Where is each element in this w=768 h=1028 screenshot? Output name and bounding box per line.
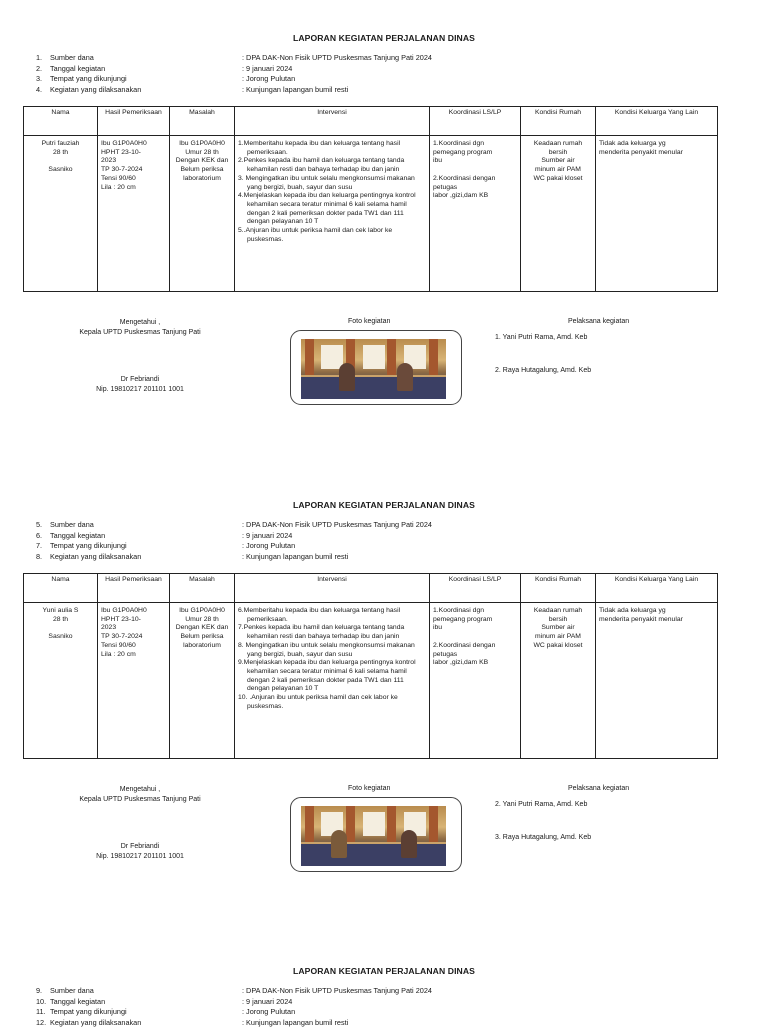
info-row xyxy=(36,85,536,96)
cell-koordinasi: 1.Koordinasi dgn pemegang program ibu 2.Koordinasi dengan petugas labor ,gizi,dam KB xyxy=(430,603,521,759)
cell-masalah: Ibu G1P0A0H0 Umur 28 th Dengan KEK dan Belum periksa laboratorium xyxy=(170,603,235,759)
cell-hasil: Ibu G1P0A0H0 HPHT 23-10- 2023 TP 30-7-2024 Tensi 90/60 Lila : 20 cm xyxy=(98,136,170,292)
cell-hasil: Ibu G1P0A0H0 HPHT 23-10- 2023 TP 30-7-2024 Tensi 90/60 Lila : 20 cm xyxy=(98,603,170,759)
info-value: : Jorong Pulutan xyxy=(242,1007,295,1018)
cell-kondisi-keluarga: Tidak ada keluarga yg menderita penyakit menular xyxy=(596,136,718,292)
activity-photo xyxy=(301,806,446,866)
mengetahui-label: Mengetahui , xyxy=(60,318,220,328)
intervention-item: 9.Menjelaskan kepada ibu dan keluarga pentingnya kontrol kehamilan secara teratur minimal 6 kali selama hamil dengan 2 kali pemeriksan dokter pada TW1 dan 111 dengan pelayanan 10 T xyxy=(238,659,426,694)
intervention-item: 8. Mengingatkan ibu untuk selalu mengkonsumsi makanan yang bergizi, buah, sayur dan susu xyxy=(238,642,426,659)
intervention-item: 2.Penkes kepada ibu hamil dan keluarga tentang tanda kehamilan resti dan bahaya terhadap ibu dan janin xyxy=(238,157,426,174)
info-value: : Jorong Pulutan xyxy=(242,74,295,85)
col-header-koordinasi: Koordinasi LS/LP xyxy=(430,107,521,136)
info-value: : Kunjungan lapangan bumil resti xyxy=(242,85,348,96)
cell-masalah: Ibu G1P0A0H0 Umur 28 th Dengan KEK dan Belum periksa laboratorium xyxy=(170,136,235,292)
info-value: : 9 januari 2024 xyxy=(242,997,292,1008)
doctor-name: Dr Febriandi xyxy=(60,375,220,385)
intervention-item: 7.Penkes kepada ibu hamil dan keluarga tentang tanda kehamilan resti dan bahaya terhadap ibu dan janin xyxy=(238,624,426,641)
visit-table xyxy=(23,106,718,292)
activity-photo-frame xyxy=(290,330,462,405)
activity-photo-frame xyxy=(290,797,462,872)
info-label: Tanggal kegiatan xyxy=(50,64,105,75)
info-label: Tanggal kegiatan xyxy=(50,531,105,542)
doctor-name: Dr Febriandi xyxy=(60,842,220,852)
report-title: LAPORAN KEGIATAN PERJALANAN DINAS xyxy=(0,33,768,43)
pelaksana-1: 1. Yani Putri Rama, Amd. Keb xyxy=(495,333,715,343)
approval-block xyxy=(60,785,220,861)
col-header-hasil: Hasil Pemeriksaan xyxy=(98,107,170,136)
kepala-label: Kepala UPTD Puskesmas Tanjung Pati xyxy=(60,795,220,805)
info-value: : DPA DAK-Non Fisik UPTD Puskesmas Tanjung Pati 2024 xyxy=(242,53,432,64)
info-num: 7. xyxy=(36,541,50,552)
info-row xyxy=(36,64,536,75)
col-header-kondisi-rumah: Kondisi Rumah xyxy=(521,107,596,136)
col-header-nama: Nama xyxy=(24,107,98,136)
info-row xyxy=(36,1018,536,1028)
pelaksana-block xyxy=(495,784,715,843)
col-header-kondisi-keluarga: Kondisi Keluarga Yang Lain xyxy=(596,107,718,136)
info-num: 5. xyxy=(36,520,50,531)
info-num: 9. xyxy=(36,986,50,997)
table-header-row xyxy=(24,107,718,136)
info-row xyxy=(36,552,536,563)
intervention-item: 4.Menjelaskan kepada ibu dan keluarga pentingnya kontrol kehamilan secara teratur minimal 6 kali selama hamil dengan 2 kali pemeriksan dokter pada TW1 dan 111 dengan pelayanan 10 T xyxy=(238,192,426,227)
cell-kondisi-rumah: Keadaan rumah bersih Sumber air minum air PAM WC pakai kloset xyxy=(521,603,596,759)
col-header-hasil: Hasil Pemeriksaan xyxy=(98,574,170,603)
col-header-masalah: Masalah xyxy=(170,574,235,603)
cell-koordinasi: 1.Koordinasi dgn pemegang program ibu 2.Koordinasi dengan petugas labor ,gizi,dam KB xyxy=(430,136,521,292)
report-title: LAPORAN KEGIATAN PERJALANAN DINAS xyxy=(0,500,768,510)
intervention-item: 10. .Anjuran ibu untuk periksa hamil dan cek labor ke puskesmas. xyxy=(238,694,426,711)
info-label: Sumber dana xyxy=(50,986,94,997)
info-label: Kegiatan yang dilaksanakan xyxy=(50,552,141,563)
photo-caption: Foto kegiatan xyxy=(348,784,390,794)
cell-intervensi xyxy=(235,136,430,292)
pelaksana-1: 2. Yani Putri Rama, Amd. Keb xyxy=(495,800,715,810)
pelaksana-2: 2. Raya Hutagalung, Amd. Keb xyxy=(495,366,715,376)
doctor-nip: Nip. 19810217 201101 1001 xyxy=(60,852,220,862)
visit-table xyxy=(23,573,718,759)
table-header-row xyxy=(24,574,718,603)
info-num: 6. xyxy=(36,531,50,542)
approval-block xyxy=(60,318,220,394)
info-value: : Jorong Pulutan xyxy=(242,541,295,552)
info-value: : DPA DAK-Non Fisik UPTD Puskesmas Tanjung Pati 2024 xyxy=(242,986,432,997)
table-row xyxy=(24,136,718,292)
intervention-item: 6.Memberitahu kepada ibu dan keluarga tentang hasil pemeriksaan. xyxy=(238,607,426,624)
cell-kondisi-rumah: Keadaan rumah bersih Sumber air minum air PAM WC pakai kloset xyxy=(521,136,596,292)
mengetahui-label: Mengetahui , xyxy=(60,785,220,795)
cell-nama: Yuni aulia S 28 th Sasniko xyxy=(24,603,98,759)
col-header-intervensi: Intervensi xyxy=(235,574,430,603)
intervention-item: 5..Anjuran ibu untuk periksa hamil dan cek labor ke puskesmas. xyxy=(238,227,426,244)
info-num: 1. xyxy=(36,53,50,64)
col-header-masalah: Masalah xyxy=(170,107,235,136)
info-row xyxy=(36,997,536,1008)
cell-intervensi xyxy=(235,603,430,759)
report-info xyxy=(36,53,536,95)
pelaksana-label: Pelaksana kegiatan xyxy=(495,784,715,794)
info-value: : 9 januari 2024 xyxy=(242,531,292,542)
col-header-nama: Nama xyxy=(24,574,98,603)
info-num: 3. xyxy=(36,74,50,85)
cell-nama: Putri fauziah 28 th Sasniko xyxy=(24,136,98,292)
info-label: Tanggal kegiatan xyxy=(50,997,105,1008)
info-num: 12. xyxy=(36,1018,50,1028)
info-num: 2. xyxy=(36,64,50,75)
info-row xyxy=(36,531,536,542)
report-info xyxy=(36,986,536,1028)
activity-photo xyxy=(301,339,446,399)
info-row xyxy=(36,1007,536,1018)
report-title: LAPORAN KEGIATAN PERJALANAN DINAS xyxy=(0,966,768,976)
pelaksana-block xyxy=(495,317,715,376)
info-value: : Kunjungan lapangan bumil resti xyxy=(242,1018,348,1028)
photo-caption: Foto kegiatan xyxy=(348,317,390,327)
info-label: Tempat yang dikunjungi xyxy=(50,541,127,552)
info-label: Tempat yang dikunjungi xyxy=(50,74,127,85)
info-num: 10. xyxy=(36,997,50,1008)
pelaksana-label: Pelaksana kegiatan xyxy=(495,317,715,327)
info-label: Kegiatan yang dilaksanakan xyxy=(50,1018,141,1028)
info-label: Sumber dana xyxy=(50,520,94,531)
col-header-kondisi-rumah: Kondisi Rumah xyxy=(521,574,596,603)
info-value: : DPA DAK-Non Fisik UPTD Puskesmas Tanjung Pati 2024 xyxy=(242,520,432,531)
info-value: : Kunjungan lapangan bumil resti xyxy=(242,552,348,563)
info-label: Kegiatan yang dilaksanakan xyxy=(50,85,141,96)
col-header-koordinasi: Koordinasi LS/LP xyxy=(430,574,521,603)
info-num: 11. xyxy=(36,1007,50,1018)
cell-kondisi-keluarga: Tidak ada keluarga yg menderita penyakit menular xyxy=(596,603,718,759)
report-info xyxy=(36,520,536,562)
kepala-label: Kepala UPTD Puskesmas Tanjung Pati xyxy=(60,328,220,338)
col-header-intervensi: Intervensi xyxy=(235,107,430,136)
col-header-kondisi-keluarga: Kondisi Keluarga Yang Lain xyxy=(596,574,718,603)
intervention-item: 1.Memberitahu kepada ibu dan keluarga tentang hasil pemeriksaan. xyxy=(238,140,426,157)
info-row xyxy=(36,541,536,552)
info-row xyxy=(36,986,536,997)
info-row xyxy=(36,74,536,85)
info-row xyxy=(36,53,536,64)
doctor-nip: Nip. 19810217 201101 1001 xyxy=(60,385,220,395)
table-row xyxy=(24,603,718,759)
info-label: Tempat yang dikunjungi xyxy=(50,1007,127,1018)
pelaksana-2: 3. Raya Hutagalung, Amd. Keb xyxy=(495,833,715,843)
info-num: 4. xyxy=(36,85,50,96)
intervention-item: 3. Mengingatkan ibu untuk selalu mengkonsumsi makanan yang bergizi, buah, sayur dan susu xyxy=(238,175,426,192)
info-num: 8. xyxy=(36,552,50,563)
info-row xyxy=(36,520,536,531)
info-label: Sumber dana xyxy=(50,53,94,64)
info-value: : 9 januari 2024 xyxy=(242,64,292,75)
